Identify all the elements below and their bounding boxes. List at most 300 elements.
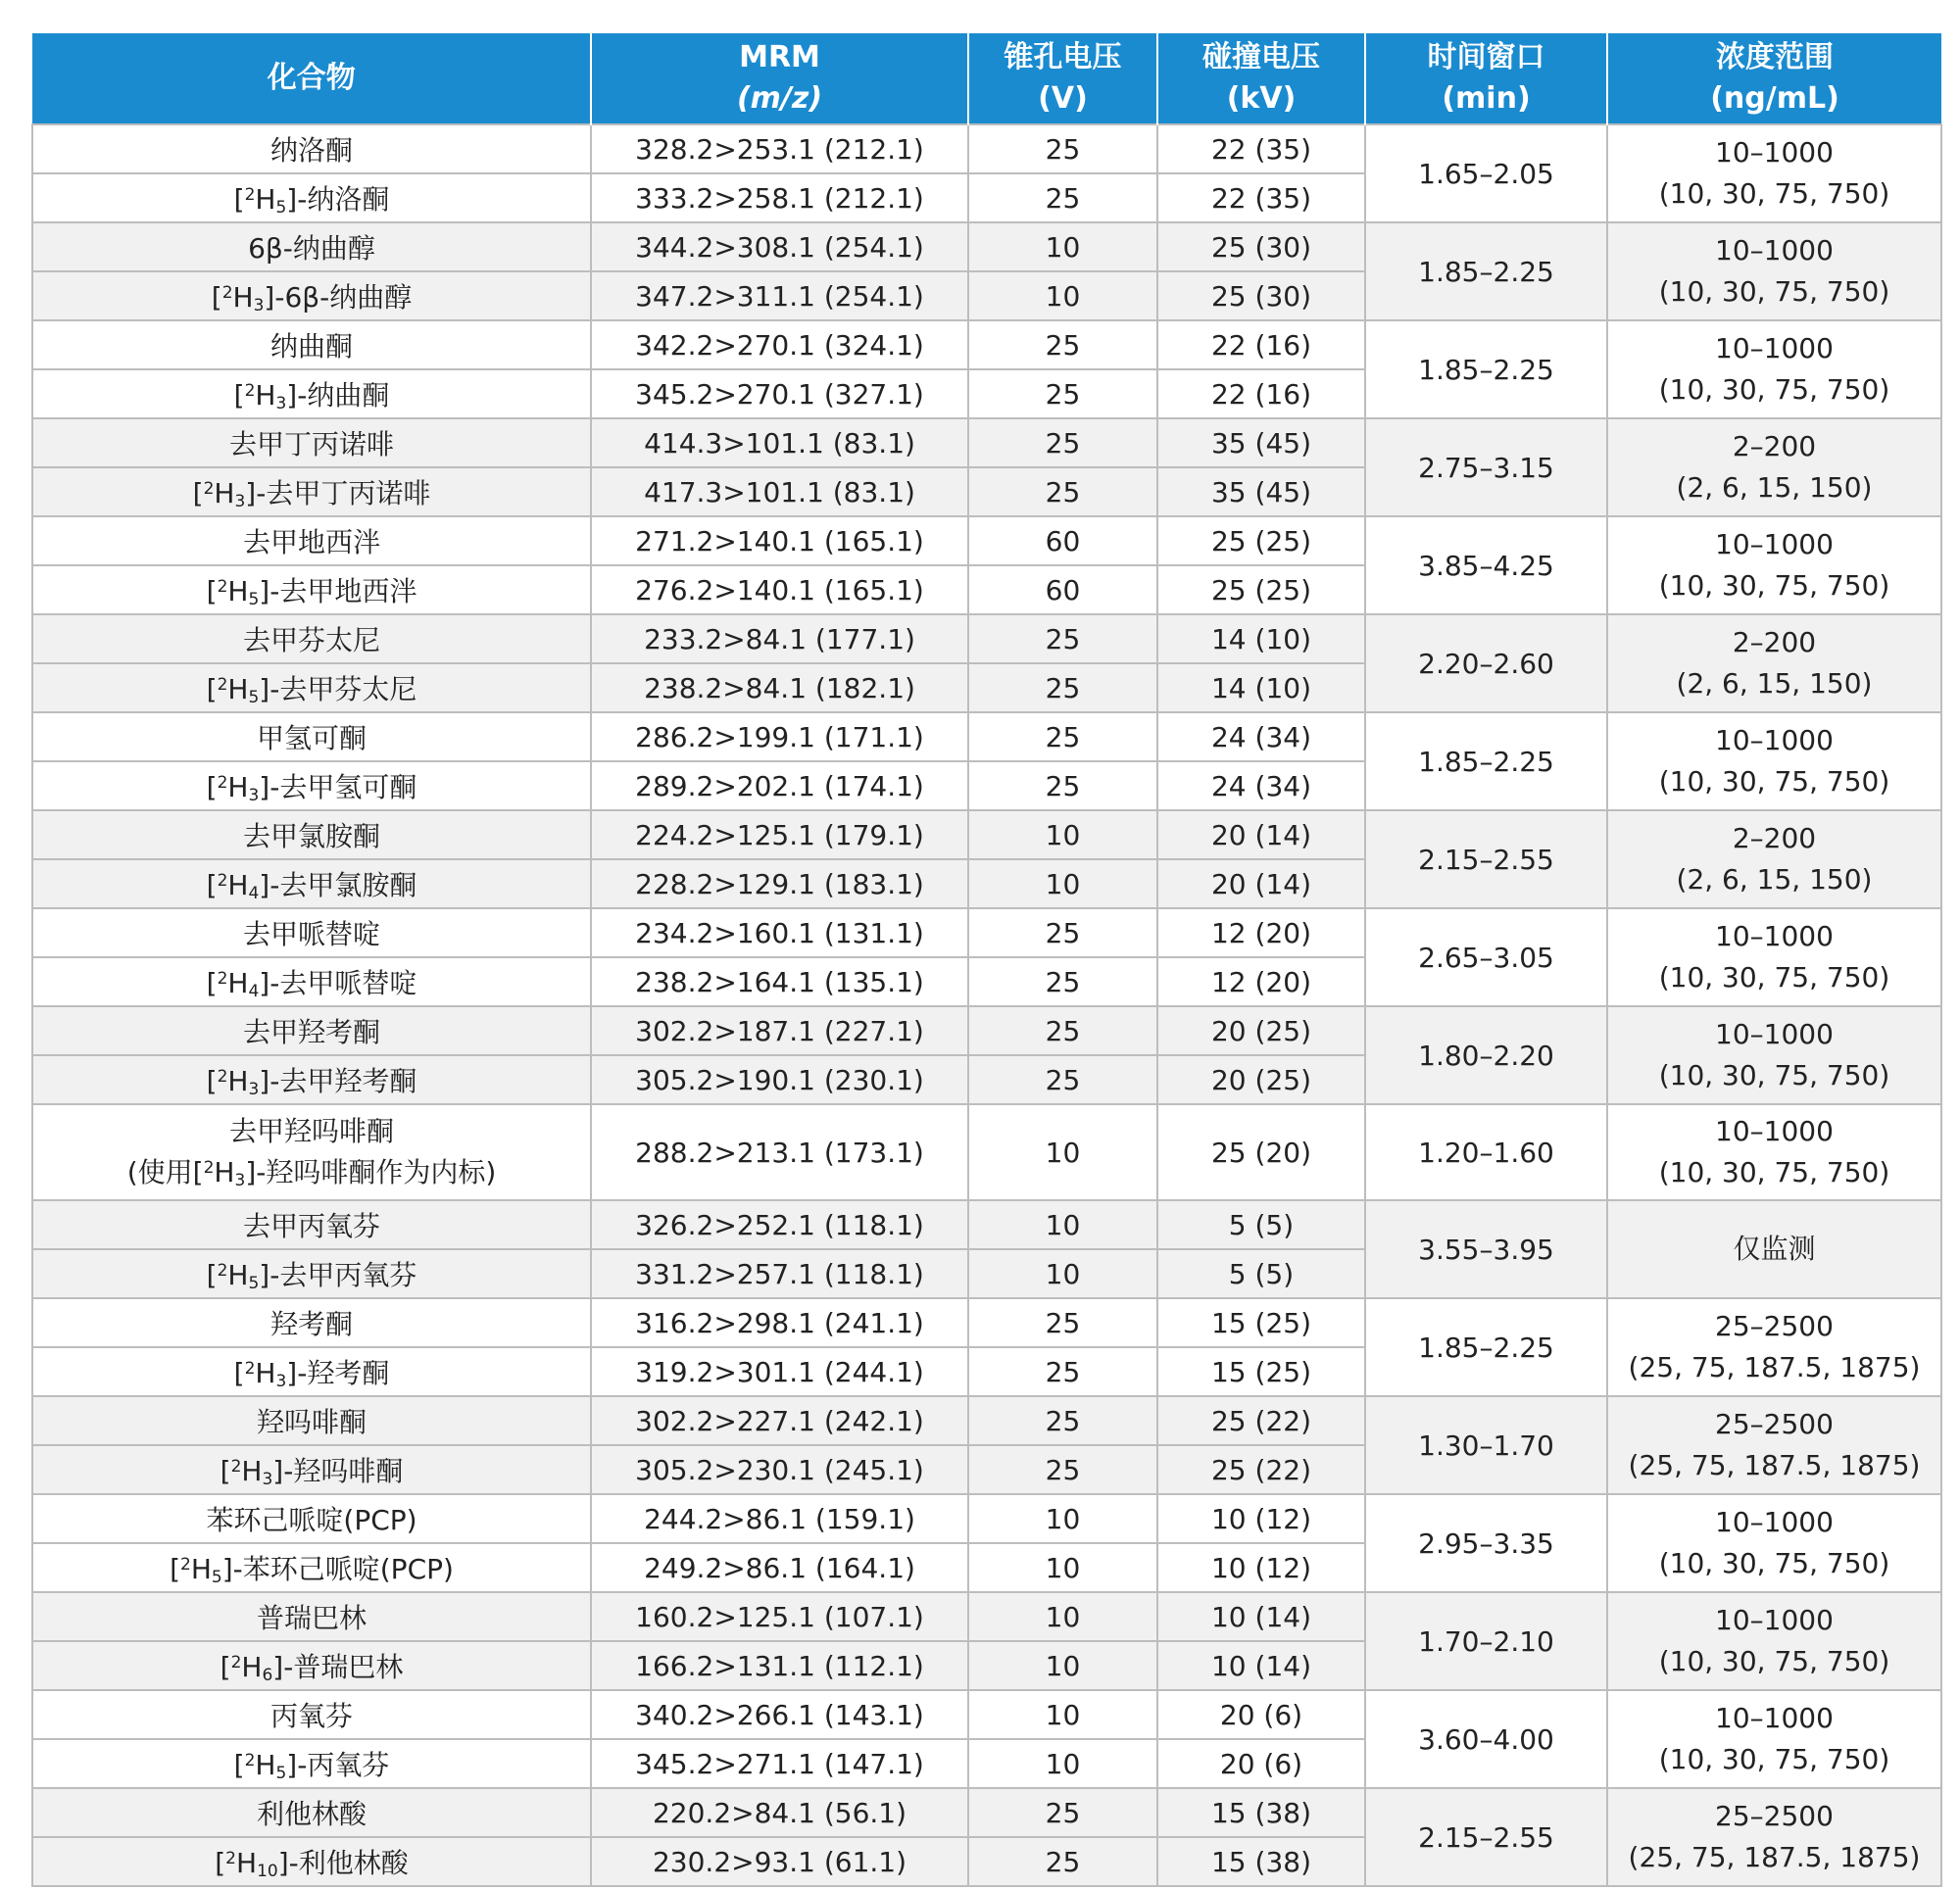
- range-line: 10–1000: [1715, 528, 1834, 560]
- concentration-range-cell: [1607, 1006, 1941, 1104]
- cone-voltage-cell: 25: [968, 1055, 1157, 1104]
- isotope-element: H: [255, 1357, 276, 1389]
- cone-voltage-cell: 25: [968, 614, 1157, 663]
- compound-cell: [32, 1592, 591, 1641]
- collision-voltage-cell: 20 (6): [1157, 1690, 1365, 1739]
- range-line: 10–1000: [1715, 724, 1834, 756]
- isotope-count: 5: [275, 198, 287, 218]
- collision-voltage-cell: 25 (30): [1157, 271, 1365, 320]
- isotope-mass: 2: [217, 1261, 228, 1281]
- compound-cell: $[^2H_3]-$羟考酮: [32, 1347, 591, 1396]
- cone-voltage-cell: 10: [968, 1200, 1157, 1249]
- compound-name: 6β-纳曲醇: [248, 232, 375, 265]
- table-row: [32, 516, 1941, 565]
- table-row: [32, 1006, 1941, 1055]
- mrm-cell: 288.2>213.1 (173.1): [591, 1104, 968, 1200]
- compound-name: -6β-纳曲醇: [274, 281, 413, 314]
- compound-cell: [32, 1396, 591, 1445]
- compound-name: -丙氧芬: [297, 1749, 390, 1781]
- table-row: [32, 810, 1941, 859]
- collision-voltage-cell: 20 (14): [1157, 810, 1365, 859]
- range-line: 2–200: [1732, 822, 1817, 854]
- range-line: 25–2500: [1715, 1310, 1834, 1342]
- compound-cell: [32, 1200, 591, 1249]
- cone-voltage-cell: 10: [968, 1592, 1157, 1641]
- range-line: 10–1000: [1715, 1018, 1834, 1050]
- table-row: [32, 1298, 1941, 1347]
- collision-voltage-cell: 15 (25): [1157, 1298, 1365, 1347]
- concentration-range-cell: [1607, 1494, 1941, 1592]
- compound-cell: [32, 1006, 591, 1055]
- table-row: [32, 908, 1941, 957]
- isotope-mass: 2: [244, 185, 256, 205]
- collision-voltage-cell: 10 (14): [1157, 1641, 1365, 1690]
- range-line: (10, 30, 75, 750): [1658, 961, 1890, 993]
- compound-cell: [32, 908, 591, 957]
- isotope-count: 3: [275, 394, 287, 413]
- compound-name: -去甲丙氧芬: [270, 1259, 417, 1291]
- collision-voltage-cell: 35 (45): [1157, 467, 1365, 516]
- collision-voltage-cell: 24 (34): [1157, 712, 1365, 761]
- mrm-parameter-table-container: [31, 33, 1940, 1887]
- collision-voltage-cell: 25 (25): [1157, 516, 1365, 565]
- compound-name: 去甲丁丙诺啡: [228, 428, 394, 460]
- compound-name: -去甲丁丙诺啡: [256, 477, 431, 509]
- range-line: (10, 30, 75, 750): [1658, 765, 1890, 798]
- range-line: (25, 75, 187.5, 1875): [1628, 1841, 1921, 1873]
- cone-voltage-cell: 10: [968, 1249, 1157, 1298]
- collision-voltage-cell: 35 (45): [1157, 418, 1365, 467]
- isotope-count: 5: [248, 688, 260, 707]
- table-row: [32, 1104, 1941, 1200]
- compound-name: -去甲羟考酮: [270, 1065, 417, 1097]
- cone-voltage-cell: 10: [968, 859, 1157, 908]
- range-line: 10–1000: [1715, 1506, 1834, 1538]
- header-collision-voltage: 碰撞电压 (kV): [1157, 33, 1365, 124]
- range-line: 25–2500: [1715, 1408, 1834, 1440]
- collision-voltage-cell: 20 (6): [1157, 1739, 1365, 1788]
- mrm-cell: 244.2>86.1 (159.1): [591, 1494, 968, 1543]
- time-window-cell: 2.75–3.15: [1365, 418, 1607, 516]
- cone-voltage-cell: 10: [968, 810, 1157, 859]
- mrm-cell: 286.2>199.1 (171.1): [591, 712, 968, 761]
- table-row: [32, 320, 1941, 369]
- range-line: (10, 30, 75, 750): [1658, 275, 1890, 308]
- mrm-cell: 249.2>86.1 (164.1): [591, 1543, 968, 1592]
- collision-voltage-cell: 25 (22): [1157, 1445, 1365, 1494]
- compound-cell: [32, 1298, 591, 1347]
- collision-voltage-cell: 25 (30): [1157, 222, 1365, 271]
- mrm-cell: 160.2>125.1 (107.1): [591, 1592, 968, 1641]
- compound-name: -羟考酮: [297, 1357, 390, 1389]
- collision-voltage-cell: 12 (20): [1157, 908, 1365, 957]
- cone-voltage-cell: 10: [968, 222, 1157, 271]
- concentration-range-cell: [1607, 1396, 1941, 1494]
- cone-voltage-cell: 60: [968, 516, 1157, 565]
- time-window-cell: 3.85–4.25: [1365, 516, 1607, 614]
- isotope-element: H: [190, 1553, 212, 1585]
- collision-voltage-cell: 15 (38): [1157, 1788, 1365, 1837]
- time-window-cell: 1.85–2.25: [1365, 712, 1607, 810]
- isotope-element: H: [214, 477, 235, 509]
- time-window-cell: 1.85–2.25: [1365, 320, 1607, 418]
- collision-voltage-cell: 10 (14): [1157, 1592, 1365, 1641]
- compound-name: -苯环己哌啶(PCP): [232, 1553, 454, 1585]
- mrm-cell: 316.2>298.1 (241.1): [591, 1298, 968, 1347]
- header-time-window: 时间窗口 (min): [1365, 33, 1607, 124]
- range-line: 10–1000: [1715, 920, 1834, 952]
- collision-voltage-cell: 25 (22): [1157, 1396, 1365, 1445]
- isotope-mass: 2: [203, 1158, 215, 1178]
- range-line: 10–1000: [1715, 1115, 1834, 1147]
- range-line: (10, 30, 75, 750): [1658, 569, 1890, 602]
- compound-name: 普瑞巴林: [256, 1602, 367, 1634]
- concentration-range-cell: [1607, 712, 1941, 810]
- isotope-element: H: [227, 1259, 249, 1291]
- isotope-count: 4: [248, 884, 260, 903]
- compound-name: 去甲芬太尼: [242, 624, 380, 656]
- cone-voltage-cell: 10: [968, 1641, 1157, 1690]
- range-line: (10, 30, 75, 750): [1658, 177, 1890, 210]
- note-prefix: (使用: [126, 1156, 193, 1188]
- isotope-mass: 2: [225, 1849, 236, 1868]
- collision-voltage-cell: 5 (5): [1157, 1200, 1365, 1249]
- compound-cell: $[^2H_5]-$苯环己哌啶(PCP): [32, 1543, 591, 1592]
- mrm-cell: 319.2>301.1 (244.1): [591, 1347, 968, 1396]
- compound-name: 去甲哌替啶: [242, 918, 380, 950]
- compound-cell: $[^2H_5]-$去甲地西泮: [32, 565, 591, 614]
- isotope-mass: 2: [230, 1457, 242, 1477]
- table-row: [32, 1690, 1941, 1739]
- collision-voltage-cell: 25 (20): [1157, 1104, 1365, 1200]
- compound-name: 羟考酮: [270, 1308, 353, 1340]
- isotope-count: 5: [211, 1568, 222, 1587]
- range-line: (2, 6, 15, 150): [1676, 471, 1873, 504]
- table-row: [32, 222, 1941, 271]
- collision-voltage-cell: 22 (16): [1157, 320, 1365, 369]
- time-window-cell: 2.15–2.55: [1365, 1788, 1607, 1886]
- collision-voltage-cell: 10 (12): [1157, 1494, 1365, 1543]
- isotope-count: 3: [248, 786, 260, 805]
- time-window-cell: 1.30–1.70: [1365, 1396, 1607, 1494]
- isotope-mass: 2: [217, 871, 228, 891]
- compound-cell: [32, 712, 591, 761]
- cone-voltage-cell: 25: [968, 1788, 1157, 1837]
- compound-name: 甲氢可酮: [256, 722, 367, 754]
- isotope-mass: 2: [217, 675, 228, 695]
- table-row: [32, 712, 1941, 761]
- isotope-mass: 2: [217, 1067, 228, 1087]
- isotope-element: H: [241, 1455, 263, 1487]
- isotope-element: H: [214, 1156, 235, 1188]
- header-compound: 化合物: [32, 33, 591, 124]
- collision-voltage-cell: 20 (14): [1157, 859, 1365, 908]
- compound-cell: [32, 1494, 591, 1543]
- compound-name: -羟吗啡酮: [283, 1455, 404, 1487]
- cone-voltage-cell: 25: [968, 320, 1157, 369]
- cone-voltage-cell: 10: [968, 1104, 1157, 1200]
- collision-voltage-cell: 22 (35): [1157, 124, 1365, 173]
- compound-cell: $[^2H_5]-$纳洛酮: [32, 173, 591, 222]
- compound-name: 去甲羟考酮: [242, 1016, 380, 1048]
- table-row: [32, 614, 1941, 663]
- concentration-range-cell: [1607, 418, 1941, 516]
- concentration-range-cell: [1607, 810, 1941, 908]
- compound-cell: [32, 614, 591, 663]
- compound-name: -去甲哌替啶: [270, 967, 417, 999]
- concentration-range-cell: [1607, 1788, 1941, 1886]
- compound-cell: $[^2H_4]-$去甲氯胺酮: [32, 859, 591, 908]
- collision-voltage-cell: 25 (25): [1157, 565, 1365, 614]
- compound-name: -普瑞巴林: [283, 1651, 404, 1683]
- range-line: 仅监测: [1733, 1233, 1816, 1265]
- mrm-cell: 238.2>164.1 (135.1): [591, 957, 968, 1006]
- cone-voltage-cell: 25: [968, 957, 1157, 1006]
- table-row: [32, 1788, 1941, 1837]
- mrm-cell: 234.2>160.1 (131.1): [591, 908, 968, 957]
- mrm-cell: 230.2>93.1 (61.1): [591, 1837, 968, 1886]
- concentration-range-cell: [1607, 516, 1941, 614]
- isotope-mass: 2: [217, 577, 228, 597]
- compound-name: -去甲地西泮: [270, 575, 417, 607]
- concentration-range-cell: [1607, 320, 1941, 418]
- range-line: 2–200: [1732, 626, 1817, 658]
- mrm-cell: 228.2>129.1 (183.1): [591, 859, 968, 908]
- compound-cell: [32, 222, 591, 271]
- isotope-count: 3: [262, 1470, 273, 1489]
- isotope-element: H: [227, 967, 249, 999]
- isotope-mass: 2: [180, 1555, 191, 1575]
- collision-voltage-cell: 15 (38): [1157, 1837, 1365, 1886]
- collision-voltage-cell: 20 (25): [1157, 1006, 1365, 1055]
- isotope-mass: 2: [203, 479, 215, 499]
- compound-cell: [32, 810, 591, 859]
- compound-cell: $[^2H_3]-$去甲氢可酮: [32, 761, 591, 810]
- mrm-cell: 220.2>84.1 (56.1): [591, 1788, 968, 1837]
- header-row: [32, 33, 1941, 124]
- time-window-cell: 1.65–2.05: [1365, 124, 1607, 222]
- range-line: (2, 6, 15, 150): [1676, 667, 1873, 700]
- range-line: (2, 6, 15, 150): [1676, 863, 1873, 896]
- isotope-element: H: [255, 1749, 276, 1781]
- isotope-element: H: [236, 1847, 258, 1879]
- cone-voltage-cell: 25: [968, 908, 1157, 957]
- isotope-element: H: [227, 1065, 249, 1097]
- mrm-cell: 345.2>270.1 (327.1): [591, 369, 968, 418]
- collision-voltage-cell: 24 (34): [1157, 761, 1365, 810]
- range-line: 10–1000: [1715, 1604, 1834, 1636]
- compound-cell: [32, 124, 591, 173]
- table-row: [32, 1200, 1941, 1249]
- time-window-cell: 1.70–2.10: [1365, 1592, 1607, 1690]
- range-line: 25–2500: [1715, 1800, 1834, 1832]
- mrm-cell: 326.2>252.1 (118.1): [591, 1200, 968, 1249]
- cone-voltage-cell: 25: [968, 1347, 1157, 1396]
- time-window-cell: 3.60–4.00: [1365, 1690, 1607, 1788]
- isotope-mass: 2: [217, 773, 228, 793]
- cone-voltage-cell: 10: [968, 1690, 1157, 1739]
- compound-cell: [32, 1690, 591, 1739]
- mrm-cell: 166.2>131.1 (112.1): [591, 1641, 968, 1690]
- cone-voltage-cell: 25: [968, 173, 1157, 222]
- range-line: 10–1000: [1715, 1702, 1834, 1734]
- mrm-cell: 417.3>101.1 (83.1): [591, 467, 968, 516]
- concentration-range-cell: [1607, 1690, 1941, 1788]
- compound-name: -去甲芬太尼: [270, 673, 417, 705]
- isotope-count: 5: [248, 590, 260, 609]
- mrm-cell: 342.2>270.1 (324.1): [591, 320, 968, 369]
- compound-name: -纳曲酮: [297, 379, 390, 412]
- mrm-parameter-table: [31, 33, 1942, 1887]
- concentration-range-cell: [1607, 614, 1941, 712]
- isotope-count: 4: [248, 982, 260, 1001]
- time-window-cell: 2.15–2.55: [1365, 810, 1607, 908]
- time-window-cell: 2.20–2.60: [1365, 614, 1607, 712]
- compound-cell: $[^2H_6]-$普瑞巴林: [32, 1641, 591, 1690]
- compound-name: 羟吗啡酮: [256, 1406, 367, 1438]
- compound-cell: $[^2H_5]-$丙氧芬: [32, 1739, 591, 1788]
- isotope-element: H: [241, 1651, 263, 1683]
- compound-name: -去甲氯胺酮: [270, 869, 417, 901]
- isotope-element: H: [227, 575, 249, 607]
- compound-name: -去甲氢可酮: [270, 771, 417, 803]
- cone-voltage-cell: 25: [968, 1837, 1157, 1886]
- cone-voltage-cell: 25: [968, 1396, 1157, 1445]
- compound-cell: $[^2H_3]-6\beta-$纳曲醇: [32, 271, 591, 320]
- isotope-mass: 2: [244, 1359, 256, 1379]
- range-line: (25, 75, 187.5, 1875): [1628, 1449, 1921, 1481]
- compound-cell: [32, 1788, 591, 1837]
- compound-name: -纳洛酮: [297, 183, 390, 216]
- compound-name: 纳洛酮: [270, 134, 353, 167]
- collision-voltage-cell: 10 (12): [1157, 1543, 1365, 1592]
- time-window-cell: 2.65–3.05: [1365, 908, 1607, 1006]
- range-line: (10, 30, 75, 750): [1658, 1059, 1890, 1091]
- isotope-element: H: [227, 869, 249, 901]
- isotope-mass: 2: [230, 1653, 242, 1672]
- mrm-cell: 414.3>101.1 (83.1): [591, 418, 968, 467]
- range-line: (10, 30, 75, 750): [1658, 1743, 1890, 1775]
- mrm-cell: 345.2>271.1 (147.1): [591, 1739, 968, 1788]
- compound-name: 去甲羟吗啡酮: [228, 1115, 394, 1147]
- collision-voltage-cell: 14 (10): [1157, 614, 1365, 663]
- cone-voltage-cell: 10: [968, 1543, 1157, 1592]
- compound-cell: $[^2H_5]-$去甲芬太尼: [32, 663, 591, 712]
- concentration-range-cell: [1607, 1200, 1941, 1298]
- cone-voltage-cell: 25: [968, 663, 1157, 712]
- table-row: [32, 1592, 1941, 1641]
- mrm-cell: 224.2>125.1 (179.1): [591, 810, 968, 859]
- compound-cell: [32, 516, 591, 565]
- compound-name: 纳曲酮: [270, 330, 353, 363]
- range-line: 10–1000: [1715, 136, 1834, 169]
- isotope-count: 3: [275, 1372, 287, 1391]
- collision-voltage-cell: 22 (35): [1157, 173, 1365, 222]
- time-window-cell: 1.85–2.25: [1365, 1298, 1607, 1396]
- isotope-element: H: [227, 673, 249, 705]
- isotope-count: 6: [262, 1666, 273, 1685]
- isotope-count: 5: [275, 1764, 287, 1783]
- range-line: (10, 30, 75, 750): [1658, 373, 1890, 406]
- cone-voltage-cell: 10: [968, 1739, 1157, 1788]
- compound-name: 苯环己哌啶(PCP): [206, 1504, 417, 1536]
- table-row: [32, 1494, 1941, 1543]
- mrm-cell: 233.2>84.1 (177.1): [591, 614, 968, 663]
- concentration-range-cell: [1607, 1104, 1941, 1200]
- concentration-range-cell: [1607, 222, 1941, 320]
- compound-name: 利他林酸: [256, 1798, 367, 1830]
- isotope-element: H: [255, 183, 276, 216]
- header-concentration-range: 浓度范围 (ng/mL): [1607, 33, 1941, 124]
- compound-cell: $[^2H_3]-$去甲丁丙诺啡: [32, 467, 591, 516]
- concentration-range-cell: [1607, 124, 1941, 222]
- mrm-cell: 305.2>230.1 (245.1): [591, 1445, 968, 1494]
- mrm-cell: 344.2>308.1 (254.1): [591, 222, 968, 271]
- cone-voltage-cell: 60: [968, 565, 1157, 614]
- collision-voltage-cell: 22 (16): [1157, 369, 1365, 418]
- time-window-cell: 1.80–2.20: [1365, 1006, 1607, 1104]
- isotope-count: 3: [248, 1080, 260, 1099]
- range-line: (25, 75, 187.5, 1875): [1628, 1351, 1921, 1383]
- mrm-cell: 302.2>227.1 (242.1): [591, 1396, 968, 1445]
- cone-voltage-cell: 25: [968, 467, 1157, 516]
- cone-voltage-cell: 25: [968, 712, 1157, 761]
- compound-cell: $[^2H_3]-$去甲羟考酮: [32, 1055, 591, 1104]
- table-row: [32, 418, 1941, 467]
- isotope-mass: 2: [217, 969, 228, 989]
- mrm-cell: 276.2>140.1 (165.1): [591, 565, 968, 614]
- compound-cell: [32, 1104, 591, 1200]
- header-mrm: MRM (m/z): [591, 33, 968, 124]
- table-row: [32, 124, 1941, 173]
- time-window-cell: 3.55–3.95: [1365, 1200, 1607, 1298]
- collision-voltage-cell: 12 (20): [1157, 957, 1365, 1006]
- compound-name: -利他林酸: [288, 1847, 409, 1879]
- note-suffix: -羟吗啡酮作为内标): [256, 1156, 497, 1188]
- range-line: 10–1000: [1715, 234, 1834, 267]
- compound-name: 去甲地西泮: [242, 526, 380, 558]
- header-cone-voltage: 锥孔电压 (V): [968, 33, 1157, 124]
- mrm-cell: 333.2>258.1 (212.1): [591, 173, 968, 222]
- compound-cell: $[^2H_5]-$去甲丙氧芬: [32, 1249, 591, 1298]
- internal-standard-note: (使用$[^2H_3]-$羟吗啡酮作为内标): [126, 1156, 497, 1190]
- compound-name: 去甲氯胺酮: [242, 820, 380, 852]
- cone-voltage-cell: 10: [968, 271, 1157, 320]
- collision-voltage-cell: 15 (25): [1157, 1347, 1365, 1396]
- cone-voltage-cell: 10: [968, 1494, 1157, 1543]
- isotope-count: 5: [248, 1274, 260, 1293]
- isotope-count: 3: [234, 1171, 246, 1190]
- cone-voltage-cell: 25: [968, 369, 1157, 418]
- isotope-element: H: [232, 281, 254, 314]
- mrm-cell: 340.2>266.1 (143.1): [591, 1690, 968, 1739]
- isotope-mass: 2: [244, 381, 256, 401]
- compound-cell: $[^2H_3]-$羟吗啡酮: [32, 1445, 591, 1494]
- isotope-count: 3: [253, 296, 265, 315]
- concentration-range-cell: [1607, 908, 1941, 1006]
- concentration-range-cell: [1607, 1298, 1941, 1396]
- time-window-cell: 2.95–3.35: [1365, 1494, 1607, 1592]
- mrm-cell: 238.2>84.1 (182.1): [591, 663, 968, 712]
- compound-cell: [32, 418, 591, 467]
- table-body: [32, 124, 1941, 1886]
- isotope-element: H: [227, 771, 249, 803]
- isotope-mass: 2: [221, 283, 233, 303]
- range-line: 10–1000: [1715, 332, 1834, 364]
- concentration-range-cell: [1607, 1592, 1941, 1690]
- mrm-cell: 302.2>187.1 (227.1): [591, 1006, 968, 1055]
- compound-name: 去甲丙氧芬: [242, 1210, 380, 1242]
